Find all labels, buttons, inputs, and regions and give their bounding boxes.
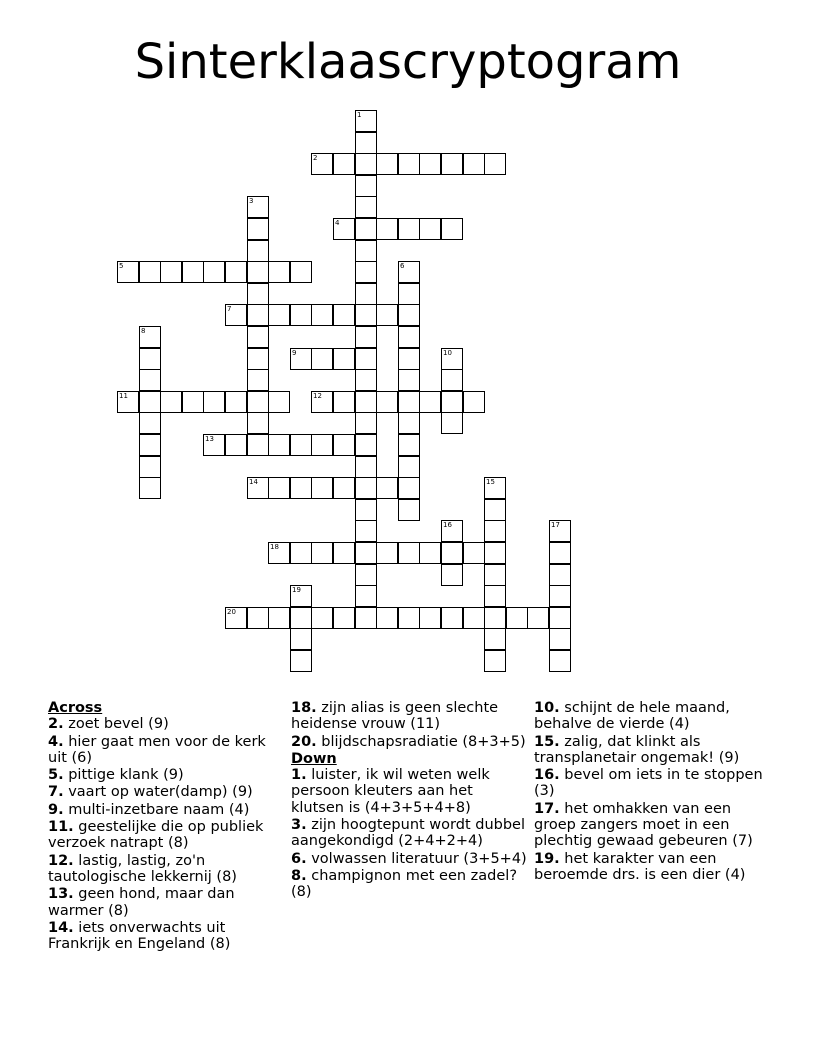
cell-number: 3 (249, 197, 254, 205)
grid-cell[interactable] (355, 304, 377, 326)
cell-number: 11 (119, 392, 128, 400)
grid-cell[interactable] (247, 369, 269, 391)
cell-number: 10 (443, 349, 452, 357)
grid-cell[interactable] (398, 391, 420, 413)
clue-text: iets onverwachts uit Frankrijk en Engeland (8) (48, 919, 231, 953)
clue-across-7 (48, 784, 284, 800)
clue-across-14 (48, 920, 284, 953)
grid-cell[interactable] (355, 456, 377, 478)
cell-number: 2 (313, 154, 318, 162)
clue-text: vaart op water(damp) (9) (63, 784, 253, 801)
grid-cell[interactable] (398, 348, 420, 370)
clue-down-3 (291, 817, 527, 850)
grid-cell[interactable] (376, 304, 398, 326)
cell-number: 15 (486, 478, 495, 486)
clue-down-8 (291, 868, 527, 901)
grid-cell[interactable] (268, 477, 290, 499)
grid-cell[interactable] (268, 542, 290, 564)
grid-cell[interactable] (549, 607, 571, 629)
grid-cell[interactable] (139, 477, 161, 499)
clue-text: blijdschapsradiatie (8+3+5) (316, 733, 526, 750)
grid-cell[interactable] (484, 153, 506, 175)
grid-cell[interactable] (419, 607, 441, 629)
grid-cell[interactable] (311, 348, 333, 370)
across-header: Across (48, 700, 103, 716)
grid-cell[interactable] (311, 153, 333, 175)
clue-text: zijn alias is geen slechte heidense vrouw (11) (291, 700, 499, 733)
cell-number: 4 (335, 219, 340, 227)
grid-cell[interactable] (549, 542, 571, 564)
grid-cell[interactable] (268, 391, 290, 413)
grid-cell[interactable] (203, 434, 225, 456)
grid-cell[interactable] (203, 391, 225, 413)
grid-cell[interactable] (484, 477, 506, 499)
grid-cell[interactable] (247, 434, 269, 456)
grid-cell[interactable] (441, 153, 463, 175)
clue-across-11 (48, 819, 284, 852)
grid-cell[interactable] (333, 218, 355, 240)
cell-number: 6 (400, 262, 405, 270)
grid-cell[interactable] (355, 542, 377, 564)
clue-number: 20. (291, 733, 317, 750)
clue-number: 10. (534, 700, 560, 716)
grid-cell[interactable] (290, 650, 312, 672)
grid-cell[interactable] (182, 391, 204, 413)
clue-number: 5. (48, 767, 64, 784)
grid-cell[interactable] (441, 391, 463, 413)
grid-cell[interactable] (355, 434, 377, 456)
clue-down-17 (534, 801, 774, 850)
grid-cell[interactable] (268, 607, 290, 629)
grid-cell[interactable] (441, 542, 463, 564)
clue-number: 7. (48, 784, 64, 801)
clue-number: 13. (48, 886, 74, 903)
grid-cell[interactable] (376, 391, 398, 413)
grid-cell[interactable] (355, 391, 377, 413)
grid-cell[interactable] (311, 542, 333, 564)
grid-cell[interactable] (247, 412, 269, 434)
clue-number: 1. (291, 767, 307, 784)
grid-cell[interactable] (484, 542, 506, 564)
grid-cell[interactable] (333, 607, 355, 629)
grid-cell[interactable] (139, 412, 161, 434)
grid-cell[interactable] (139, 434, 161, 456)
clue-text: het karakter van een beroemde drs. is een dier (4) (534, 850, 746, 883)
clue-text: luister, ik wil weten welk persoon kleuters aan het klutsen is (4+3+5+4+8) (291, 767, 490, 816)
grid-cell[interactable] (463, 153, 485, 175)
grid-cell[interactable] (333, 542, 355, 564)
grid-cell[interactable] (441, 348, 463, 370)
grid-cell[interactable] (549, 564, 571, 586)
clue-text: champignon met een zadel? (8) (291, 867, 518, 901)
grid-cell[interactable] (484, 607, 506, 629)
grid-cell[interactable] (355, 261, 377, 283)
clue-column-3 (534, 700, 774, 884)
grid-cell[interactable] (398, 412, 420, 434)
clue-across-13 (48, 886, 284, 919)
grid-cell[interactable] (117, 261, 139, 283)
grid-cell[interactable] (398, 261, 420, 283)
grid-cell[interactable] (311, 391, 333, 413)
clue-text: multi-inzetbare naam (4) (63, 801, 250, 818)
grid-cell[interactable] (484, 650, 506, 672)
grid-cell[interactable] (355, 477, 377, 499)
grid-cell[interactable] (398, 153, 420, 175)
grid-cell[interactable] (419, 391, 441, 413)
grid-cell[interactable] (376, 218, 398, 240)
grid-cell[interactable] (376, 542, 398, 564)
clue-across-4 (48, 734, 284, 767)
cell-number: 13 (205, 435, 214, 443)
clue-number: 3. (291, 817, 307, 834)
grid-cell[interactable] (139, 456, 161, 478)
grid-cell[interactable] (549, 650, 571, 672)
grid-cell[interactable] (225, 304, 247, 326)
grid-cell[interactable] (355, 196, 377, 218)
grid-cell[interactable] (484, 499, 506, 521)
clue-text: zalig, dat klinkt als transplanetair ongemak! (9) (534, 733, 740, 766)
grid-cell[interactable] (247, 326, 269, 348)
grid-cell[interactable] (355, 110, 377, 132)
clue-across-12 (48, 853, 284, 886)
grid-cell[interactable] (139, 326, 161, 348)
grid-cell[interactable] (247, 261, 269, 283)
grid-cell[interactable] (139, 348, 161, 370)
grid-cell[interactable] (247, 477, 269, 499)
grid-cell[interactable] (398, 607, 420, 629)
grid-cell[interactable] (398, 477, 420, 499)
clue-down-16 (534, 767, 774, 800)
grid-cell[interactable] (247, 348, 269, 370)
clue-number: 18. (291, 700, 317, 716)
clue-across-18 (291, 700, 527, 733)
grid-cell[interactable] (333, 153, 355, 175)
grid-cell[interactable] (311, 434, 333, 456)
grid-cell[interactable] (355, 348, 377, 370)
clue-column-2 (291, 700, 527, 902)
grid-cell[interactable] (441, 369, 463, 391)
clue-number: 11. (48, 819, 74, 836)
grid-cell[interactable] (355, 175, 377, 197)
grid-cell[interactable] (441, 564, 463, 586)
clue-number: 14. (48, 919, 74, 936)
grid-cell[interactable] (398, 304, 420, 326)
grid-cell[interactable] (290, 542, 312, 564)
grid-cell[interactable] (549, 585, 571, 607)
grid-cell[interactable] (225, 391, 247, 413)
clue-text: geen hond, maar dan warmer (8) (48, 886, 235, 919)
grid-cell[interactable] (225, 434, 247, 456)
cell-number: 7 (227, 305, 232, 313)
clue-number: 12. (48, 852, 74, 869)
grid-cell[interactable] (333, 434, 355, 456)
grid-cell[interactable] (506, 607, 528, 629)
grid-cell[interactable] (484, 628, 506, 650)
grid-cell[interactable] (398, 218, 420, 240)
grid-cell[interactable] (268, 261, 290, 283)
grid-cell[interactable] (441, 607, 463, 629)
grid-cell[interactable] (268, 434, 290, 456)
grid-cell[interactable] (225, 607, 247, 629)
clue-down-1 (291, 767, 527, 816)
grid-cell[interactable] (139, 261, 161, 283)
grid-cell[interactable] (355, 412, 377, 434)
grid-cell[interactable] (398, 456, 420, 478)
grid-cell[interactable] (182, 261, 204, 283)
cell-number: 8 (141, 327, 146, 335)
grid-cell[interactable] (355, 607, 377, 629)
cell-number: 16 (443, 521, 452, 529)
clue-down-10 (534, 700, 774, 733)
grid-cell[interactable] (333, 477, 355, 499)
down-header: Down (291, 750, 337, 767)
grid-cell[interactable] (419, 542, 441, 564)
grid-cell[interactable] (290, 348, 312, 370)
grid-cell[interactable] (247, 304, 269, 326)
cell-number: 5 (119, 262, 124, 270)
page-title: Sinterklaascryptogram (134, 34, 682, 90)
grid-cell[interactable] (549, 520, 571, 542)
crossword-grid[interactable] (117, 110, 571, 694)
grid-cell[interactable] (398, 369, 420, 391)
grid-cell[interactable] (355, 326, 377, 348)
grid-cell[interactable] (247, 283, 269, 305)
grid-cell[interactable] (247, 607, 269, 629)
clue-number: 6. (291, 850, 307, 867)
grid-cell[interactable] (333, 304, 355, 326)
clue-column-1 (48, 700, 284, 953)
grid-cell[interactable] (355, 132, 377, 154)
clue-text: zoet bevel (9) (63, 716, 169, 733)
cell-number: 9 (292, 349, 297, 357)
grid-cell[interactable] (290, 607, 312, 629)
grid-cell[interactable] (355, 499, 377, 521)
grid-cell[interactable] (376, 607, 398, 629)
cell-number: 12 (313, 392, 322, 400)
clue-text: lastig, lastig, zo'n tautologische lekkernij (8) (48, 852, 237, 885)
grid-cell[interactable] (247, 240, 269, 262)
grid-cell[interactable] (247, 391, 269, 413)
grid-cell[interactable] (376, 153, 398, 175)
grid-cell[interactable] (549, 628, 571, 650)
grid-cell[interactable] (441, 412, 463, 434)
clue-text: geestelijke die op publiek verzoek natrapt (8) (48, 819, 264, 852)
clue-text: volwassen literatuur (3+5+4) (306, 850, 527, 867)
grid-cell[interactable] (419, 218, 441, 240)
grid-cell[interactable] (311, 477, 333, 499)
clue-number: 2. (48, 716, 64, 733)
clue-number: 4. (48, 733, 64, 750)
grid-cell[interactable] (139, 369, 161, 391)
cell-number: 1 (357, 111, 362, 119)
clue-across-9 (48, 802, 284, 818)
grid-cell[interactable] (398, 499, 420, 521)
grid-cell[interactable] (355, 520, 377, 542)
clue-across-20 (291, 734, 527, 750)
grid-cell[interactable] (398, 283, 420, 305)
grid-cell[interactable] (247, 196, 269, 218)
clue-number: 19. (534, 850, 560, 867)
grid-cell[interactable] (117, 391, 139, 413)
grid-cell[interactable] (463, 391, 485, 413)
clue-across-2 (48, 716, 284, 732)
cell-number: 20 (227, 608, 236, 616)
clue-number: 15. (534, 733, 560, 750)
grid-cell[interactable] (355, 240, 377, 262)
grid-cell[interactable] (484, 585, 506, 607)
grid-cell[interactable] (268, 304, 290, 326)
grid-cell[interactable] (139, 391, 161, 413)
grid-cell[interactable] (355, 369, 377, 391)
grid-cell[interactable] (398, 434, 420, 456)
grid-cell[interactable] (355, 218, 377, 240)
clue-text: hier gaat men voor de kerk uit (6) (48, 733, 266, 766)
clue-down-6 (291, 851, 527, 867)
grid-cell[interactable] (290, 304, 312, 326)
clue-text: bevel om iets in te stoppen (3) (534, 767, 763, 800)
grid-cell[interactable] (290, 628, 312, 650)
grid-cell[interactable] (463, 607, 485, 629)
clue-across-5 (48, 767, 284, 783)
cell-number: 18 (270, 543, 279, 551)
clue-text: pittige klank (9) (63, 767, 184, 784)
clue-number: 9. (48, 801, 64, 818)
grid-cell[interactable] (441, 520, 463, 542)
grid-cell[interactable] (484, 564, 506, 586)
grid-cell[interactable] (441, 218, 463, 240)
grid-cell[interactable] (355, 564, 377, 586)
grid-cell[interactable] (419, 153, 441, 175)
grid-cell[interactable] (203, 261, 225, 283)
grid-cell[interactable] (527, 607, 549, 629)
clue-down-19 (534, 851, 774, 884)
grid-cell[interactable] (290, 261, 312, 283)
grid-cell[interactable] (376, 477, 398, 499)
grid-cell[interactable] (311, 304, 333, 326)
grid-cell[interactable] (247, 218, 269, 240)
grid-cell[interactable] (398, 542, 420, 564)
grid-cell[interactable] (311, 607, 333, 629)
cell-number: 19 (292, 586, 301, 594)
cell-number: 14 (249, 478, 258, 486)
clue-number: 17. (534, 800, 560, 817)
grid-cell[interactable] (333, 348, 355, 370)
grid-cell[interactable] (463, 542, 485, 564)
grid-cell[interactable] (333, 391, 355, 413)
clue-number: 8. (291, 867, 307, 884)
clue-text: zijn hoogtepunt wordt dubbel aangekondigd (2+4+2+4) (291, 817, 525, 850)
grid-cell[interactable] (484, 520, 506, 542)
grid-cell[interactable] (355, 585, 377, 607)
grid-cell[interactable] (290, 585, 312, 607)
grid-cell[interactable] (160, 261, 182, 283)
clue-text: schijnt de hele maand, behalve de vierde (4) (534, 700, 730, 733)
grid-cell[interactable] (398, 326, 420, 348)
clue-text: het omhakken van een groep zangers moet in een plechtig gewaad gebeuren (7) (534, 800, 753, 850)
cell-number: 17 (551, 521, 560, 529)
grid-cell[interactable] (290, 477, 312, 499)
grid-cell[interactable] (355, 283, 377, 305)
clue-number: 16. (534, 767, 560, 784)
grid-cell[interactable] (225, 261, 247, 283)
grid-cell[interactable] (160, 391, 182, 413)
grid-cell[interactable] (355, 153, 377, 175)
grid-cell[interactable] (290, 434, 312, 456)
clue-down-15 (534, 734, 774, 767)
